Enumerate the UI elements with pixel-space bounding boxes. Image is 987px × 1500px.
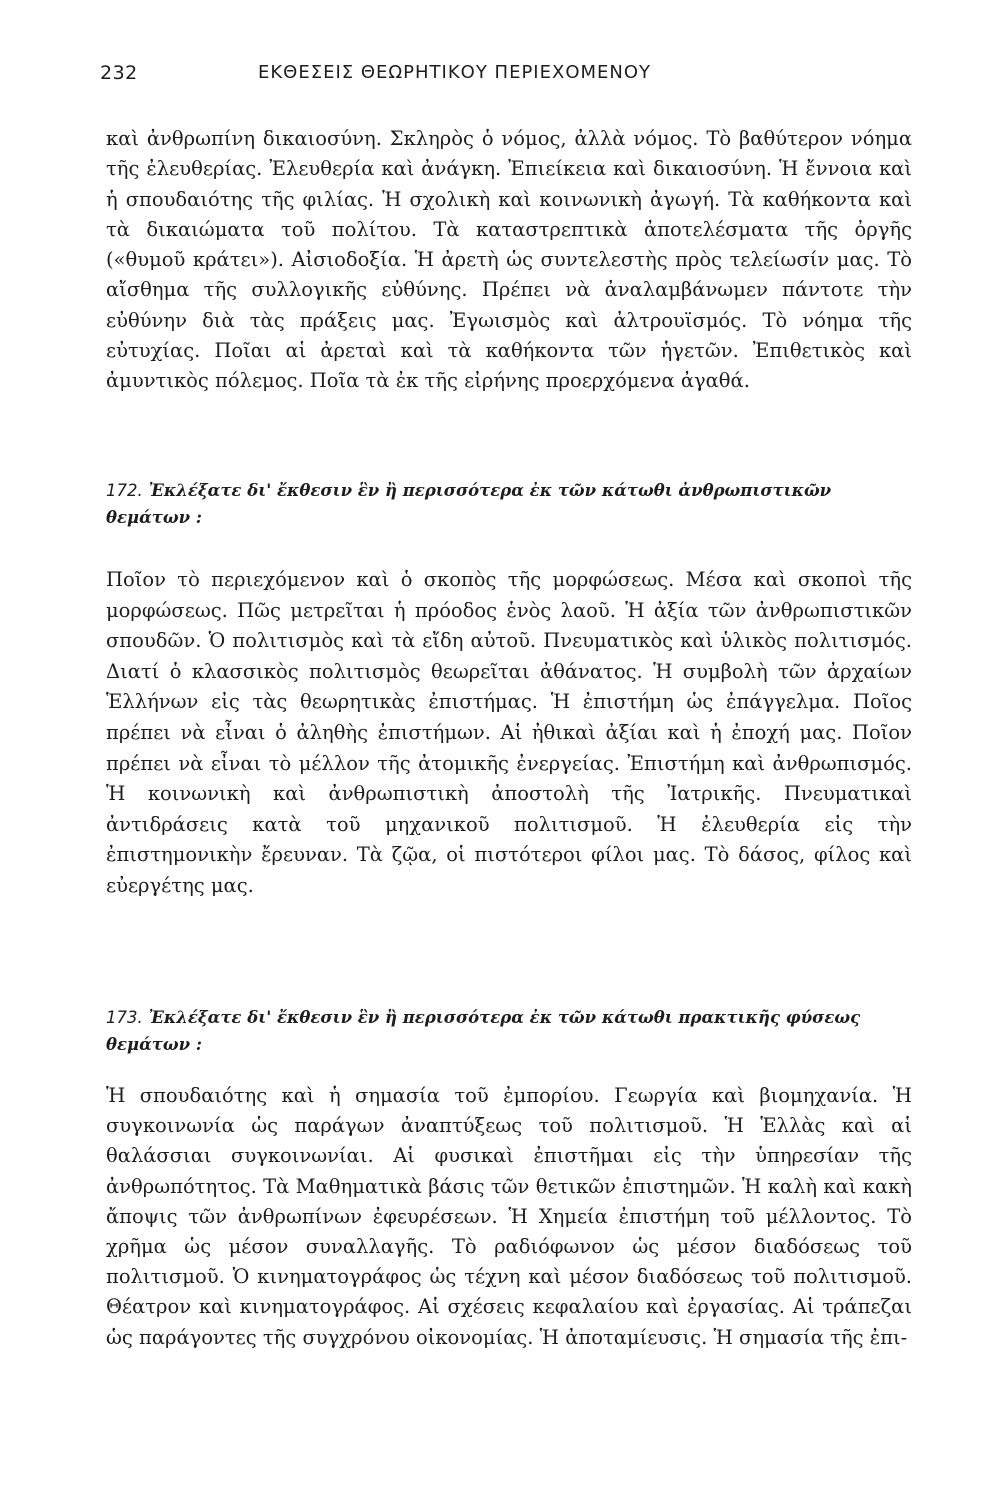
section-heading-173: [106, 1004, 912, 1058]
section-heading-172: [106, 477, 912, 531]
page-number: 232: [100, 62, 138, 84]
paragraph-continued: καὶ ἀνθρωπίνη δικαιοσύνη. Σκληρὸς ὁ νόμος, ἀλλὰ νόμος. Τὸ βαθύτερον νόημα τῆς ἐλευθερίας. Ἐλευθερία καὶ ἀνάγκη. Ἐπιείκεια καὶ δικαιοσύνη. Ἡ ἔννοια καὶ ἡ σπουδαιότης τῆς φιλίας. Ἡ σχολικὴ καὶ κοινωνικὴ ἀγωγή. Τὰ καθήκοντα καὶ τὰ δικαιώματα τοῦ πολίτου. Τὰ καταστρεπτικὰ ἀποτελέσματα τῆς ὀργῆς («θυμοῦ κράτει»). Αἰσιοδοξία. Ἡ ἀρετὴ ὡς συντελεστὴς πρὸς τελείωσίν μας. Τὸ αἴσθημα τῆς συλλογικῆς εὐθύνης. Πρέπει νὰ ἀναλαμβάνωμεν πάντοτε τὴν εὐθύνην διὰ τὰς πράξεις μας. Ἐγωισμὸς καὶ ἀλτρουϊσμός. Τὸ νόημα τῆς εὐτυχίας. Ποῖαι αἱ ἀρεταὶ καὶ τὰ καθήκοντα τῶν ἡγετῶν. Ἐπιθετικὸς καὶ ἀμυντικὸς πόλεμος. Ποῖα τὰ ἐκ τῆς εἰρήνης προερχόμενα ἀγαθά.: [106, 127, 912, 393]
running-title: ΕΚΘΕΣΕΙΣ ΘΕΩΡΗΤΙΚΟΥ ΠΕΡΙΕΧΟΜΕΝΟΥ: [258, 62, 652, 83]
page-header: [100, 62, 910, 90]
section-number: 172.: [106, 481, 143, 500]
section-number: 173.: [106, 1008, 143, 1027]
section-title: Ἐκλέξατε δι' ἔκθεσιν ἓν ἢ περισσότερα ἐκ τῶν κάτωθι ἀνθρωπιστικῶν θεμάτων :: [106, 481, 832, 527]
paragraph-practical-topics: Ἡ σπουδαιότης καὶ ἡ σημασία τοῦ ἐμπορίου. Γεωργία καὶ βιομηχανία. Ἡ συγκοινωνία ὡς παράγων ἀναπτύξεως τοῦ πολιτισμοῦ. Ἡ Ἑλλὰς καὶ αἱ θαλάσσιαι συγκοινωνίαι. Αἱ φυσικαὶ ἐπιστῆμαι εἰς τὴν ὑπηρεσίαν τῆς ἀνθρωπότητος. Τὰ Μαθηματικὰ βάσις τῶν θετικῶν ἐπιστημῶν. Ἡ καλὴ καὶ κακὴ ἄποψις τῶν ἀνθρωπίνων ἐφευρέσεων. Ἡ Χημεία ἐπιστήμη τοῦ μέλλοντος. Τὸ χρῆμα ὡς μέσον συναλλαγῆς. Τὸ ραδιόφωνον ὡς μέσον διαδόσεως τοῦ πολιτισμοῦ. Ὁ κινηματογράφος ὡς τέχνη καὶ μέσον διαδόσεως τοῦ πολιτισμοῦ. Θέατρον καὶ κινηματογράφος. Αἱ σχέσεις κεφαλαίου καὶ ἐργασίας. Αἱ τράπεζαι ὡς παράγοντες τῆς συγχρόνου οἰκονομίας. Ἡ ἀποταμίευσις. Ἡ σημασία τῆς ἐπι-: [106, 1084, 912, 1349]
paragraph-humanistic-topics: Ποῖον τὸ περιεχόμενον καὶ ὁ σκοπὸς τῆς μορφώσεως. Μέσα καὶ σκοποὶ τῆς μορφώσεως. Πῶς μετρεῖται ἡ πρόοδος ἑνὸς λαοῦ. Ἡ ἀξία τῶν ἀνθρωπιστικῶν σπουδῶν. Ὁ πολιτισμὸς καὶ τὰ εἴδη αὐτοῦ. Πνευματικὸς καὶ ὑλικὸς πολιτισμός. Διατί ὁ κλασσικὸς πολιτισμὸς θεωρεῖται ἀθάνατος. Ἡ συμβολὴ τῶν ἀρχαίων Ἑλλήνων εἰς τὰς θεωρητικὰς ἐπιστήμας. Ἡ ἐπιστήμη ὡς ἐπάγγελμα. Ποῖος πρέπει νὰ εἶναι ὁ ἀληθὴς ἐπιστήμων. Αἱ ἠθικαὶ ἀξίαι καὶ ἡ ἐποχή μας. Ποῖον πρέπει νὰ εἶναι τὸ μέλλον τῆς ἀτομικῆς ἐνεργείας. Ἐπιστήμη καὶ ἀνθρωπισμός. Ἡ κοινωνικὴ καὶ ἀνθρωπιστικὴ ἀποστολὴ τῆς Ἰατρικῆς. Πνευματικαὶ ἀντιδράσεις κατὰ τοῦ μηχανικοῦ πολιτισμοῦ. Ἡ ἐλευθερία εἰς τὴν ἐπιστημονικὴν ἔρευναν. Τὰ ζῷα, οἱ πιστότεροι φίλοι μας. Τὸ δάσος, φίλος καὶ εὐεργέτης μας.: [106, 568, 912, 897]
section-title: Ἐκλέξατε δι' ἔκθεσιν ἓν ἢ περισσότερα ἐκ τῶν κάτωθι πρακτικῆς φύσεως θεμάτων :: [106, 1008, 861, 1054]
